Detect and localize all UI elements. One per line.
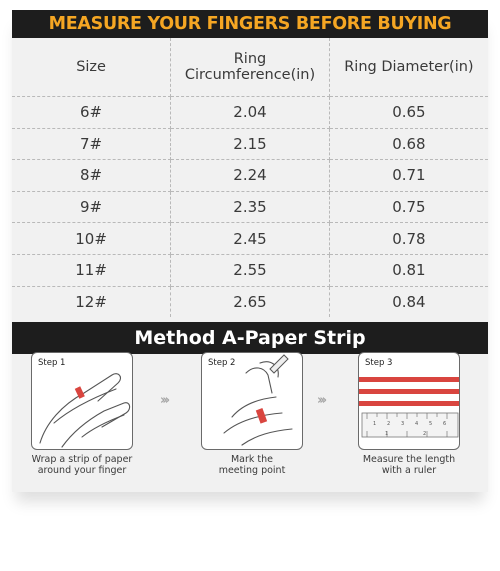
ruler-tick-label: 2 xyxy=(423,431,427,437)
table-row xyxy=(12,128,488,160)
column-header-size: Size xyxy=(12,38,171,97)
diameter-cell: 0.84 xyxy=(392,292,426,311)
circumference-cell: 2.35 xyxy=(171,191,330,223)
size-cell: 12# xyxy=(12,286,171,317)
ruler-tick-label: 6 xyxy=(443,421,447,427)
size-cell: 10# xyxy=(12,223,171,255)
step-1-label: Step 1 xyxy=(38,358,66,368)
column-header-diameter: Ring Diameter(in) xyxy=(329,38,488,97)
table-row xyxy=(12,254,488,286)
table-row xyxy=(12,286,488,317)
circumference-cell: 2.24 xyxy=(171,160,330,192)
table-header-row xyxy=(12,38,488,97)
step-3-caption xyxy=(344,454,474,476)
step-2-caption-line-1: Mark the xyxy=(230,454,274,465)
chevron-right-icon: ››› xyxy=(317,393,325,408)
ruler-tick-label: 3 xyxy=(401,421,405,427)
ruler-tick-label: 1 xyxy=(385,431,389,437)
diameter-cell: 0.65 xyxy=(329,97,488,129)
column-header-circumference: Ring Circumference(in) xyxy=(171,38,330,97)
diameter-cell: 0.75 xyxy=(329,191,488,223)
circumference-cell: 2.45 xyxy=(171,223,330,255)
diameter-cell: 0.81 xyxy=(329,254,488,286)
diameter-cell: 0.71 xyxy=(329,160,488,192)
step-3-caption-line-2: with a ruler xyxy=(381,465,437,476)
circumference-cell: 2.65 xyxy=(171,286,330,317)
diameter-cell: 0.78 xyxy=(329,223,488,255)
table-row xyxy=(12,97,488,129)
circumference-cell: 2.04 xyxy=(171,97,330,129)
step-1-caption xyxy=(17,454,147,476)
method-title: Method A-Paper Strip xyxy=(12,322,488,354)
step-3-label: Step 3 xyxy=(365,358,393,368)
step-1-caption-line-1: Wrap a strip of paper xyxy=(31,454,133,465)
step-2-caption-line-2: meeting point xyxy=(218,465,286,476)
ruler-tick-label: 5 xyxy=(429,421,433,427)
table-row xyxy=(12,191,488,223)
diameter-cell: 0.68 xyxy=(329,128,488,160)
ruler-tick-label: 1 xyxy=(373,421,377,427)
step-1-caption-line-2: around your finger xyxy=(37,465,127,476)
chevron-right-icon: ››› xyxy=(160,393,168,408)
table-row xyxy=(12,160,488,192)
ruler-tick-label: 4 xyxy=(415,421,419,427)
size-cell: 9# xyxy=(12,191,171,223)
size-cell: 6# xyxy=(12,97,171,129)
size-cell: 7# xyxy=(12,128,171,160)
step-2-caption xyxy=(187,454,317,476)
size-cell: 11# xyxy=(12,254,171,286)
step-1-panel xyxy=(31,352,133,450)
size-table xyxy=(12,38,488,317)
step-3-caption-line-1: Measure the length xyxy=(362,454,456,465)
size-cell: 8# xyxy=(12,160,171,192)
circumference-cell: 2.55 xyxy=(171,254,330,286)
page-title: MEASURE YOUR FINGERS BEFORE BUYING xyxy=(12,10,488,38)
step-2-label: Step 2 xyxy=(208,358,236,368)
table-row xyxy=(12,223,488,255)
ruler-tick-label: 2 xyxy=(387,421,391,427)
step-3-panel xyxy=(358,352,460,450)
circumference-cell: 2.15 xyxy=(171,128,330,160)
step-2-panel xyxy=(201,352,303,450)
